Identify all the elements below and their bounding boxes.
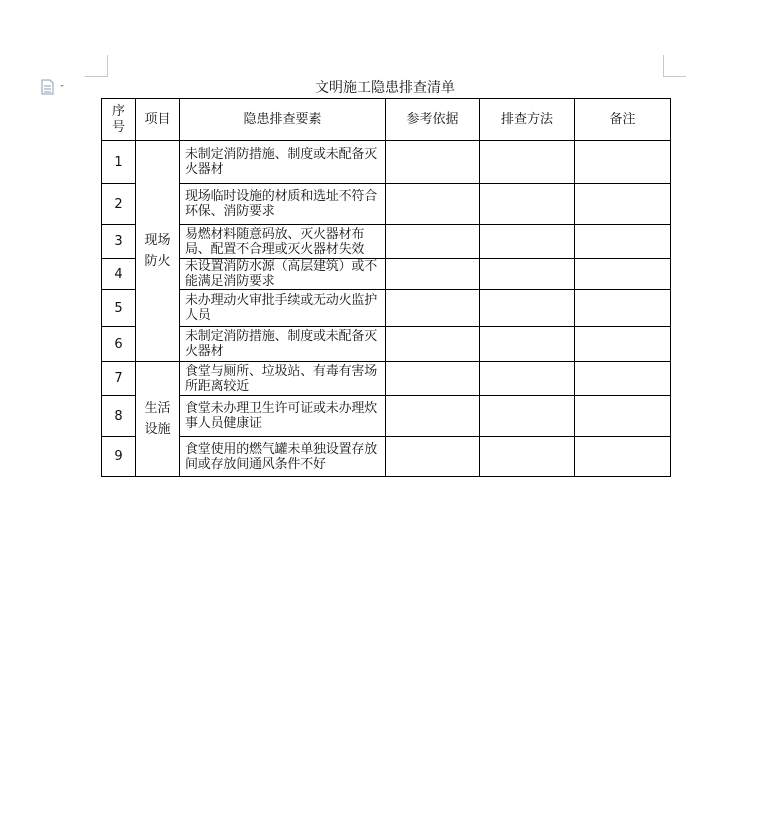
reference-cell bbox=[386, 141, 480, 184]
remark-cell bbox=[575, 327, 671, 362]
remark-cell bbox=[575, 225, 671, 259]
table-row bbox=[102, 327, 671, 362]
reference-cell bbox=[386, 225, 480, 259]
row-number: 5 bbox=[102, 290, 136, 327]
category-label-line2: 设施 bbox=[144, 422, 171, 437]
method-cell bbox=[480, 396, 575, 437]
hazard-item: 未设置消防水源（高层建筑）或不能满足消防要求 bbox=[180, 259, 386, 290]
category-label-line1: 现场 bbox=[144, 233, 171, 248]
hazard-item: 未办理动火审批手续或无动火监护人员 bbox=[180, 290, 386, 327]
header-reference: 参考依据 bbox=[386, 99, 480, 141]
row-number: 3 bbox=[102, 225, 136, 259]
remark-cell bbox=[575, 396, 671, 437]
remark-cell bbox=[575, 184, 671, 225]
table-row bbox=[102, 396, 671, 437]
row-number: 9 bbox=[102, 437, 136, 477]
category-label-line1: 生活 bbox=[144, 401, 171, 416]
row-number: 1 bbox=[102, 141, 136, 184]
hazard-item: 未制定消防措施、制度或未配备灭火器材 bbox=[180, 141, 386, 184]
hazard-item: 食堂使用的燃气罐未单独设置存放间或存放间通风条件不好 bbox=[180, 437, 386, 477]
method-cell bbox=[480, 184, 575, 225]
header-no bbox=[102, 99, 136, 141]
header-category: 项目 bbox=[136, 99, 180, 141]
category-label-line2: 防火 bbox=[144, 254, 171, 269]
method-cell bbox=[480, 259, 575, 290]
row-number: 8 bbox=[102, 396, 136, 437]
hazard-item: 未制定消防措施、制度或未配备灭火器材 bbox=[180, 327, 386, 362]
row-number: 6 bbox=[102, 327, 136, 362]
reference-cell bbox=[386, 396, 480, 437]
row-number: 4 bbox=[102, 259, 136, 290]
table-row bbox=[102, 290, 671, 327]
method-cell bbox=[480, 327, 575, 362]
document-icon[interactable] bbox=[41, 79, 69, 95]
table-header-row bbox=[102, 99, 671, 141]
header-method: 排查方法 bbox=[480, 99, 575, 141]
method-cell bbox=[480, 290, 575, 327]
page-title: 文明施工隐患排查清单 bbox=[315, 80, 455, 96]
method-cell bbox=[480, 437, 575, 477]
table-row bbox=[102, 225, 671, 259]
table-row bbox=[102, 362, 671, 396]
table-row bbox=[102, 437, 671, 477]
category-living-facilities bbox=[136, 362, 180, 477]
hazard-checklist-table bbox=[101, 98, 671, 477]
reference-cell bbox=[386, 184, 480, 225]
row-number: 7 bbox=[102, 362, 136, 396]
reference-cell bbox=[386, 259, 480, 290]
header-remark: 备注 bbox=[575, 99, 671, 141]
remark-cell bbox=[575, 362, 671, 396]
method-cell bbox=[480, 141, 575, 184]
hazard-item: 现场临时设施的材质和选址不符合环保、消防要求 bbox=[180, 184, 386, 225]
reference-cell bbox=[386, 437, 480, 477]
header-no-line1: 序 bbox=[111, 103, 125, 119]
page-corner-mark-top-right bbox=[663, 55, 686, 77]
header-item: 隐患排查要素 bbox=[180, 99, 386, 141]
hazard-item: 食堂未办理卫生许可证或未办理炊事人员健康证 bbox=[180, 396, 386, 437]
reference-cell bbox=[386, 362, 480, 396]
table-row bbox=[102, 259, 671, 290]
remark-cell bbox=[575, 259, 671, 290]
remark-cell bbox=[575, 141, 671, 184]
method-cell bbox=[480, 225, 575, 259]
hazard-item: 食堂与厕所、垃圾站、有毒有害场所距离较近 bbox=[180, 362, 386, 396]
reference-cell bbox=[386, 290, 480, 327]
remark-cell bbox=[575, 290, 671, 327]
reference-cell bbox=[386, 327, 480, 362]
method-cell bbox=[480, 362, 575, 396]
category-fire-prevention bbox=[136, 141, 180, 362]
page-corner-mark-top-left bbox=[85, 55, 108, 77]
remark-cell bbox=[575, 437, 671, 477]
table-row bbox=[102, 184, 671, 225]
hazard-item: 易燃材料随意码放、灭火器材布局、配置不合理或灭火器材失效 bbox=[180, 225, 386, 259]
row-number: 2 bbox=[102, 184, 136, 225]
table-row bbox=[102, 141, 671, 184]
header-no-line2: 号 bbox=[111, 119, 125, 135]
